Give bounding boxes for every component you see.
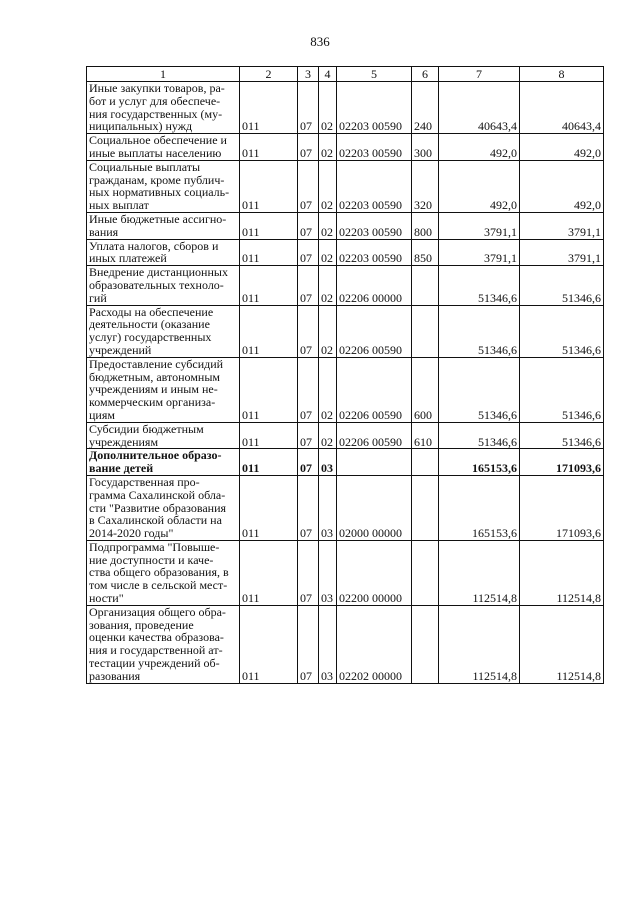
cell-description: Иные бюджетные ассигно- вания	[87, 212, 240, 239]
cell-amount-col8: 51346,6	[520, 357, 604, 422]
cell-amount-col7: 51346,6	[439, 305, 520, 357]
cell-code-admin: 011	[240, 449, 298, 476]
cell-section: 07	[298, 305, 319, 357]
cell-description: Социальные выплаты гражданам, кроме публич- ных нормативных социаль- ных выплат	[87, 160, 240, 212]
cell-amount-col7: 165153,6	[439, 475, 520, 540]
cell-amount-col7: 112514,8	[439, 540, 520, 605]
cell-target-article: 02206 00000	[337, 266, 412, 305]
table-body	[87, 82, 604, 684]
cell-expense-type: 850	[412, 239, 439, 266]
cell-subsection: 03	[319, 449, 337, 476]
cell-amount-col8: 3791,1	[520, 239, 604, 266]
cell-amount-col8: 51346,6	[520, 422, 604, 449]
cell-section: 07	[298, 212, 319, 239]
cell-amount-col7: 165153,6	[439, 449, 520, 476]
table-row	[87, 82, 604, 134]
cell-section: 07	[298, 239, 319, 266]
table-row	[87, 239, 604, 266]
table-row	[87, 160, 604, 212]
cell-amount-col7: 492,0	[439, 134, 520, 161]
cell-section: 07	[298, 540, 319, 605]
cell-code-admin: 011	[240, 160, 298, 212]
table-row	[87, 357, 604, 422]
cell-expense-type	[412, 266, 439, 305]
cell-code-admin: 011	[240, 239, 298, 266]
cell-amount-col8: 171093,6	[520, 475, 604, 540]
cell-amount-col7: 112514,8	[439, 605, 520, 683]
cell-description: Предоставление субсидий бюджетным, автономным учреждениям и иным не- коммерческим организа- циям	[87, 357, 240, 422]
cell-amount-col7: 3791,1	[439, 239, 520, 266]
cell-amount-col7: 3791,1	[439, 212, 520, 239]
cell-description: Подпрограмма "Повыше- ние доступности и каче- ства общего образования, в том числе в сельской мест- ности"	[87, 540, 240, 605]
cell-section: 07	[298, 449, 319, 476]
budget-table	[86, 66, 604, 684]
cell-subsection: 02	[319, 357, 337, 422]
cell-code-admin: 011	[240, 134, 298, 161]
cell-amount-col8: 112514,8	[520, 540, 604, 605]
cell-subsection: 02	[319, 305, 337, 357]
cell-subsection: 02	[319, 266, 337, 305]
cell-expense-type	[412, 305, 439, 357]
cell-amount-col7: 40643,4	[439, 82, 520, 134]
column-header: 4	[319, 67, 337, 82]
table-row	[87, 134, 604, 161]
cell-code-admin: 011	[240, 422, 298, 449]
cell-description: Иные закупки товаров, ра- бот и услуг для обеспече- ния государственных (му- ниципальных) нужд	[87, 82, 240, 134]
cell-subsection: 03	[319, 605, 337, 683]
cell-expense-type	[412, 605, 439, 683]
cell-code-admin: 011	[240, 357, 298, 422]
cell-section: 07	[298, 605, 319, 683]
cell-description: Социальное обеспечение и иные выплаты населению	[87, 134, 240, 161]
cell-expense-type	[412, 449, 439, 476]
cell-target-article	[337, 449, 412, 476]
table-row	[87, 422, 604, 449]
cell-section: 07	[298, 422, 319, 449]
cell-amount-col8: 171093,6	[520, 449, 604, 476]
cell-amount-col8: 492,0	[520, 134, 604, 161]
column-header: 2	[240, 67, 298, 82]
cell-description: Организация общего обра- зования, проведение оценки качества образова- ния и государственной ат- тестации учреждений об- разования	[87, 605, 240, 683]
cell-subsection: 02	[319, 212, 337, 239]
cell-expense-type: 300	[412, 134, 439, 161]
cell-description: Расходы на обеспечение деятельности (оказание услуг) государственных учреждений	[87, 305, 240, 357]
cell-section: 07	[298, 266, 319, 305]
cell-code-admin: 011	[240, 266, 298, 305]
cell-expense-type: 320	[412, 160, 439, 212]
column-header: 8	[520, 67, 604, 82]
cell-expense-type	[412, 475, 439, 540]
column-header: 6	[412, 67, 439, 82]
table-row	[87, 212, 604, 239]
cell-description: Субсидии бюджетным учреждениям	[87, 422, 240, 449]
cell-amount-col8: 40643,4	[520, 82, 604, 134]
cell-target-article: 02203 00590	[337, 212, 412, 239]
table-row	[87, 605, 604, 683]
column-header: 3	[298, 67, 319, 82]
cell-target-article: 02202 00000	[337, 605, 412, 683]
cell-expense-type: 800	[412, 212, 439, 239]
column-header: 7	[439, 67, 520, 82]
cell-code-admin: 011	[240, 305, 298, 357]
cell-description: Дополнительное образо- вание детей	[87, 449, 240, 476]
cell-subsection: 02	[319, 422, 337, 449]
cell-subsection: 03	[319, 540, 337, 605]
table-row	[87, 475, 604, 540]
cell-code-admin: 011	[240, 540, 298, 605]
cell-expense-type: 610	[412, 422, 439, 449]
cell-code-admin: 011	[240, 475, 298, 540]
cell-code-admin: 011	[240, 605, 298, 683]
cell-section: 07	[298, 160, 319, 212]
cell-code-admin: 011	[240, 212, 298, 239]
cell-description: Внедрение дистанционных образовательных техноло- гий	[87, 266, 240, 305]
cell-target-article: 02206 00590	[337, 357, 412, 422]
cell-subsection: 02	[319, 239, 337, 266]
cell-subsection: 02	[319, 160, 337, 212]
cell-description: Уплата налогов, сборов и иных платежей	[87, 239, 240, 266]
page-number: 836	[310, 34, 330, 49]
cell-amount-col7: 51346,6	[439, 422, 520, 449]
cell-amount-col8: 3791,1	[520, 212, 604, 239]
cell-amount-col8: 51346,6	[520, 266, 604, 305]
table-row	[87, 305, 604, 357]
cell-expense-type	[412, 540, 439, 605]
cell-amount-col8: 51346,6	[520, 305, 604, 357]
column-header: 5	[337, 67, 412, 82]
cell-description: Государственная про- грамма Сахалинской обла- сти "Развитие образования в Сахалинской области на 2014-2020 годы"	[87, 475, 240, 540]
cell-target-article: 02200 00000	[337, 540, 412, 605]
cell-target-article: 02000 00000	[337, 475, 412, 540]
cell-target-article: 02203 00590	[337, 239, 412, 266]
cell-section: 07	[298, 357, 319, 422]
cell-subsection: 02	[319, 82, 337, 134]
table-row	[87, 266, 604, 305]
cell-section: 07	[298, 475, 319, 540]
cell-target-article: 02206 00590	[337, 305, 412, 357]
cell-amount-col7: 51346,6	[439, 266, 520, 305]
header-row	[87, 67, 604, 82]
cell-code-admin: 011	[240, 82, 298, 134]
cell-subsection: 02	[319, 134, 337, 161]
cell-target-article: 02203 00590	[337, 160, 412, 212]
cell-section: 07	[298, 134, 319, 161]
column-header: 1	[87, 67, 240, 82]
cell-section: 07	[298, 82, 319, 134]
cell-target-article: 02203 00590	[337, 134, 412, 161]
cell-amount-col8: 492,0	[520, 160, 604, 212]
cell-expense-type: 240	[412, 82, 439, 134]
table-row	[87, 449, 604, 476]
cell-amount-col7: 492,0	[439, 160, 520, 212]
cell-amount-col7: 51346,6	[439, 357, 520, 422]
cell-target-article: 02206 00590	[337, 422, 412, 449]
table-row	[87, 540, 604, 605]
cell-subsection: 03	[319, 475, 337, 540]
cell-target-article: 02203 00590	[337, 82, 412, 134]
cell-expense-type: 600	[412, 357, 439, 422]
cell-amount-col8: 112514,8	[520, 605, 604, 683]
